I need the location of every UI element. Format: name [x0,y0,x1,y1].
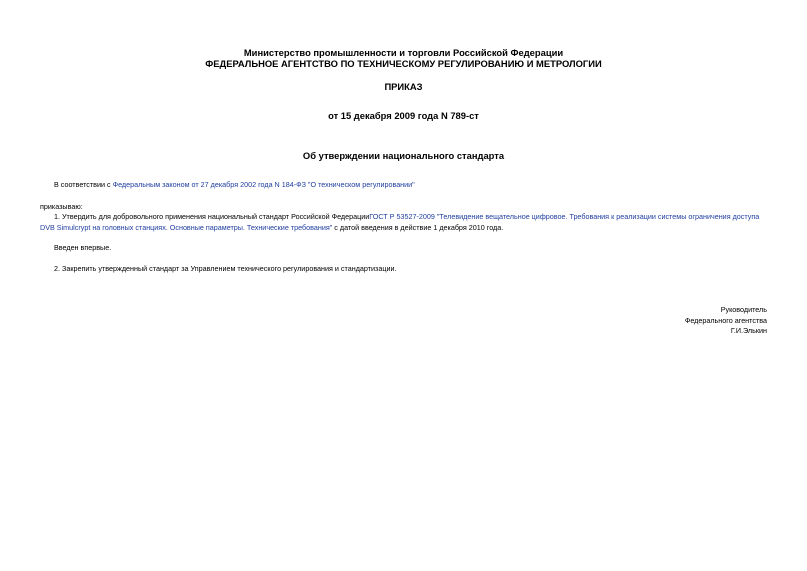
document-date-number: от 15 декабря 2009 года N 789-ст [328,110,479,121]
agency-title: ФЕДЕРАЛЬНОЕ АГЕНТСТВО ПО ТЕХНИЧЕСКОМУ РЕГУЛИРОВАНИЮ И МЕТРОЛОГИИ [205,58,602,69]
gost-link-line1[interactable]: ГОСТ Р 53527-2009 "Телевидение вещательное цифровое. Требования к реализации системы ограничения доступа [369,212,760,221]
item1-line2 [40,222,503,233]
item1-suffix: с датой введения в действие 1 декабря 2010 года. [332,223,504,232]
ministry-title: Министерство промышленности и торговли Российской Федерации [243,47,564,58]
document-subject: Об утверждении национального стандарта [302,150,505,161]
order-word: приказываю: [40,202,83,211]
signature-role: Руководитель [720,305,767,314]
signature-agency: Федерального агентства [684,316,767,325]
intro-prefix: В соответствии с [54,180,113,189]
gost-link-line2[interactable]: DVB Simulcrypt на головных станциях. Основные параметры. Технические требования" [40,223,333,232]
introduced-first: Введен впервые. [54,243,112,252]
federal-law-link[interactable]: Федеральным законом от 27 декабря 2002 года N 184-ФЗ "О техническом регулировании" [112,180,415,189]
intro-paragraph [54,179,415,190]
document-type: ПРИКАЗ [384,81,423,92]
signature-name: Г.И.Элькин [730,326,767,335]
item1-line1 [54,211,759,222]
item2-paragraph: 2. Закрепить утвержденный стандарт за Управлением технического регулирования и стандартизации. [54,264,397,273]
item1-prefix: 1. Утвердить для добровольного применения национальный стандарт Российской Федерации [54,212,370,221]
